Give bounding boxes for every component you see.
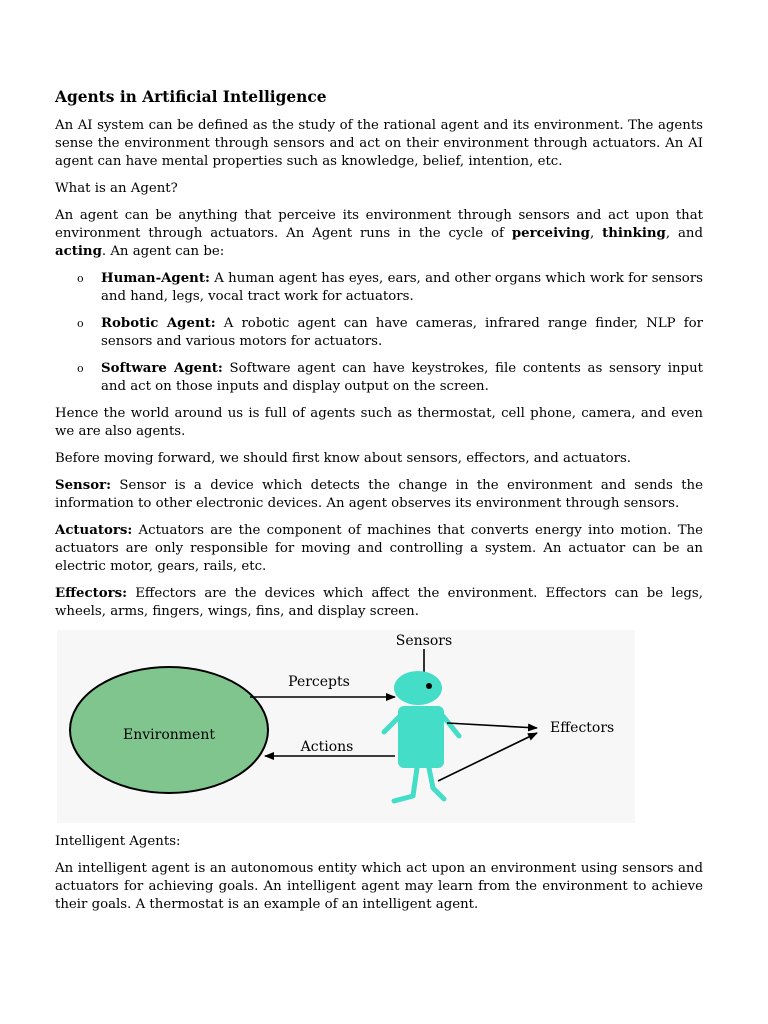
actuators-text: Actuators are the component of machines that converts energy into motion. The actuators are only responsible for moving and controlling a system. An actuator can be an electric motor, gears, rails, etc. xyxy=(55,523,703,574)
agent-def-bold-perceiving: perceiving xyxy=(511,226,590,241)
list-item-term: Human-Agent: xyxy=(101,271,210,286)
agent-definition-paragraph xyxy=(55,207,703,261)
effectors-text: Effectors are the devices which affect the environment. Effectors can be legs, wheels, arms, fingers, wings, fins, and display screen. xyxy=(55,586,703,619)
hence-paragraph: Hence the world around us is full of agents such as thermostat, cell phone, camera, and even we are also agents. xyxy=(55,406,703,439)
sensor-text: Sensor is a device which detects the change in the environment and sends the information to other electronic devices. An agent observes its environment through sensors. xyxy=(55,478,703,511)
list-item-term: Software Agent: xyxy=(101,361,223,376)
list-item-text: Software agent can have keystrokes, file contents as sensory input and act on those inputs and display output on the screen. xyxy=(101,361,703,394)
intro-paragraph: An AI system can be defined as the study of the rational agent and its environment. The agents sense the environment through sensors and act on their environment through actuators. An AI agent can have mental properties such as knowledge, belief, intention, etc. xyxy=(55,118,703,169)
list-item-text: A robotic agent can have cameras, infrared range finder, NLP for sensors and various motors for actuators. xyxy=(101,316,704,349)
bullet-marker: o xyxy=(77,272,84,285)
document-content xyxy=(55,87,703,923)
agent-def-bold-thinking: thinking xyxy=(602,226,666,241)
sensors-label: Sensors xyxy=(395,633,453,649)
actuators-paragraph xyxy=(55,522,703,576)
robot-left-leg xyxy=(394,768,417,801)
bullet-marker: o xyxy=(77,362,84,375)
sensor-paragraph xyxy=(55,477,703,513)
bullet-marker: o xyxy=(77,317,84,330)
intelligent-agents-paragraph: An intelligent agent is an autonomous entity which act upon an environment using sensors and actuators for achieving goals. An intelligent agent may learn from the environment to achieve their goals. A thermostat is an example of an intelligent agent. xyxy=(55,861,703,912)
robot-agent-figure xyxy=(384,671,459,801)
list-item-term: Robotic Agent: xyxy=(101,316,216,331)
diagram-svg xyxy=(57,630,635,823)
effectors-arrow-upper xyxy=(447,723,537,728)
actuators-term: Actuators: xyxy=(55,523,133,538)
effectors-paragraph xyxy=(55,585,703,621)
agent-def-text-2: . An agent can be: xyxy=(101,244,225,259)
effectors-label: Effectors xyxy=(550,720,615,736)
robot-head xyxy=(394,671,442,705)
actions-label: Actions xyxy=(300,739,354,755)
percepts-label: Percepts xyxy=(288,674,350,690)
agent-def-sep-1: , xyxy=(589,226,603,241)
agent-def-sep-2: , and xyxy=(665,226,703,241)
robot-body xyxy=(398,706,444,768)
before-paragraph: Before moving forward, we should first know about sensors, effectors, and actuators. xyxy=(55,451,631,466)
robot-eye xyxy=(426,683,432,689)
agent-types-list xyxy=(55,270,703,396)
robot-right-arm xyxy=(443,716,459,736)
agent-environment-diagram xyxy=(57,630,635,823)
list-item-human-agent xyxy=(55,270,703,306)
what-is-agent-heading: What is an Agent? xyxy=(55,181,178,196)
list-item-robotic-agent xyxy=(55,315,703,351)
sensor-term: Sensor: xyxy=(55,478,111,493)
robot-left-arm xyxy=(384,716,400,732)
agent-def-text-1: An agent can be anything that perceive its environment through sensors and act upon that environment through actuators. An Agent runs in the cycle of xyxy=(55,208,703,241)
intelligent-agents-heading: Intelligent Agents: xyxy=(55,834,181,849)
environment-label: Environment xyxy=(123,727,215,743)
robot-right-leg xyxy=(429,768,444,799)
list-item-text: A human agent has eyes, ears, and other organs which work for sensors and hand, legs, vocal tract work for actuators. xyxy=(101,271,703,304)
agent-def-bold-acting: acting xyxy=(55,244,102,259)
effectors-term: Effectors: xyxy=(55,586,128,601)
page-title: Agents in Artificial Intelligence xyxy=(55,88,327,106)
list-item-software-agent xyxy=(55,360,703,396)
effectors-arrow-lower xyxy=(438,733,537,781)
